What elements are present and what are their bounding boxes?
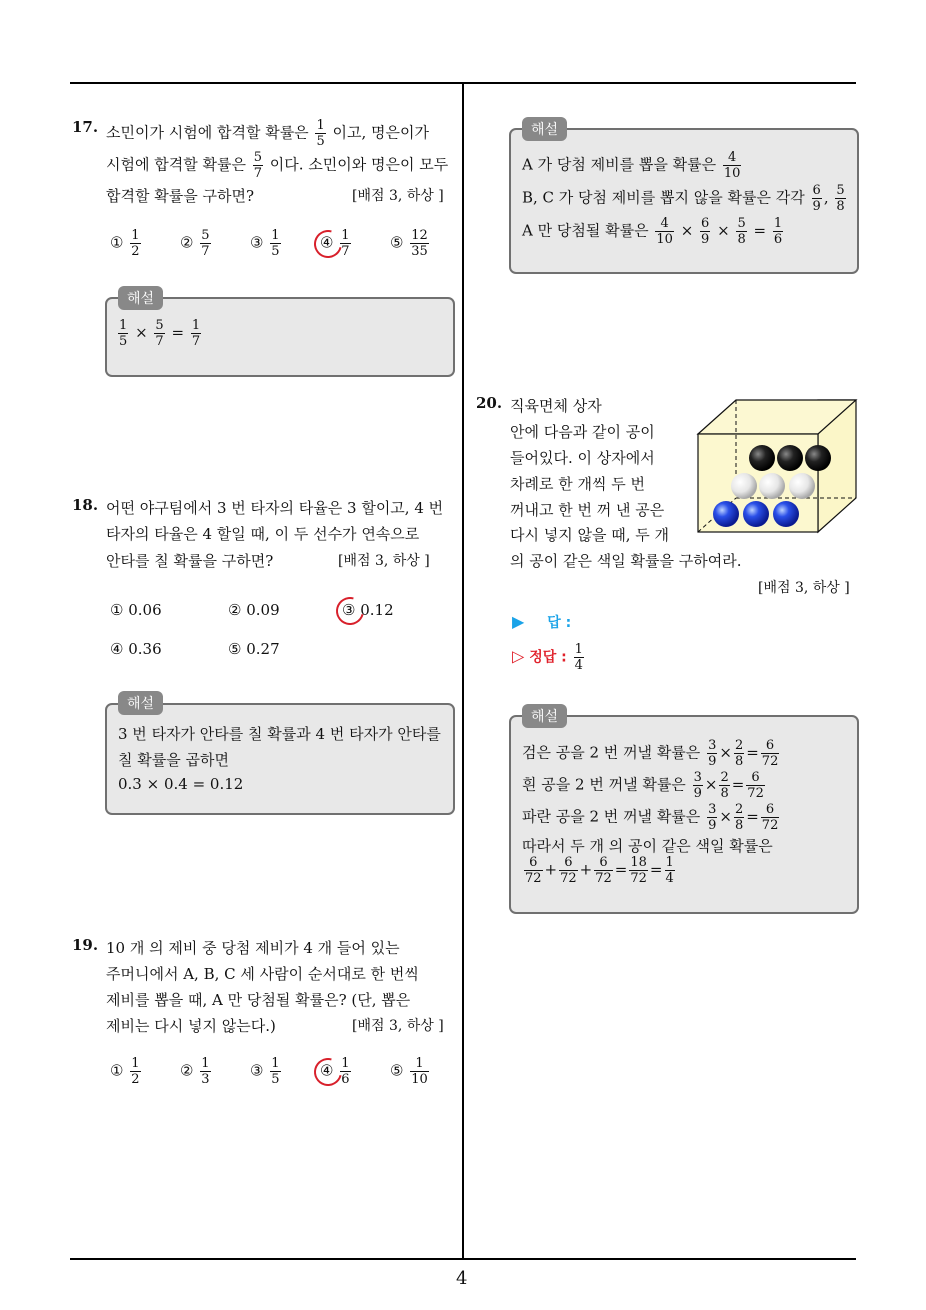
score-label: [배점 3, 하상 ]	[758, 580, 850, 596]
question-text: 다시 넣지 않을 때, 두 개	[510, 526, 670, 544]
white-ball	[731, 473, 757, 499]
question-text: 시험에 합격할 확률은 $\frac{5}{7}$ 이다. 소민이와 명은이 모두	[106, 150, 449, 181]
blue-ball	[773, 501, 799, 527]
question-text: 타자의 타율은 4 할일 때, 이 두 선수가 연속으로	[106, 525, 420, 543]
solution-tag: 해설	[118, 286, 163, 310]
solution-tag: 해설	[522, 704, 567, 728]
play-arrow-icon: ▶	[512, 612, 525, 631]
solution-text: $\frac{6}{72}$ + $\frac{6}{72}$ + $\frac{6}{72}$ = $\frac{18}{72}$ = $\frac{1}{4}$	[525, 855, 674, 886]
answer-field[interactable]: ▶ 답 :	[512, 612, 572, 631]
score-label: [배점 3, 하상 ]	[352, 1018, 444, 1034]
question-text: 주머니에서 A, B, C 세 사람이 순서대로 한 번씩	[106, 965, 419, 983]
question-text: 제비를 뽑을 때, A 만 당첨될 확률은? (단, 뽑은	[106, 991, 411, 1009]
question-text: 꺼내고 한 번 꺼 낸 공은	[510, 501, 665, 519]
question-text: 차례로 한 개씩 두 번	[510, 475, 645, 493]
solution-text: $\frac{1}{5}$ × $\frac{5}{7}$ = $\frac{1}{7}$	[119, 318, 201, 349]
blue-ball	[713, 501, 739, 527]
ball-box-figure	[696, 398, 860, 536]
choice-1[interactable]: ① 0.06	[110, 601, 162, 619]
question-text: 합격할 확률을 구하면?	[106, 187, 254, 205]
solution-text: 0.3 × 0.4 = 0.12	[118, 775, 244, 793]
choice-5[interactable]: ⑤ $\frac{12}{35}$	[390, 228, 428, 259]
choice-5[interactable]: ⑤ $\frac{1}{10}$	[390, 1056, 428, 1087]
solution-text: 따라서 두 개 의 공이 같은 색일 확률은	[522, 837, 773, 855]
column-divider	[462, 82, 464, 1259]
question-text: 안타를 칠 확률을 구하면?	[106, 552, 274, 570]
score-label: [배점 3, 하상 ]	[338, 553, 430, 569]
bottom-rule	[70, 1258, 856, 1260]
solution-text: A 가 당첨 제비를 뽑을 확률은 $\frac{4}{10}$	[522, 150, 741, 181]
question-number: 20.	[476, 394, 503, 412]
question-number: 19.	[72, 936, 99, 954]
question-number: 17.	[72, 118, 99, 136]
question-text: 소민이가 시험에 합격할 확률은 $\frac{1}{5}$ 이고, 명은이가	[106, 118, 430, 149]
solution-text: 검은 공을 2 번 꺼낼 확률은 $\frac{3}{9}$ × $\frac{2}{8}$ = $\frac{6}{72}$	[522, 738, 779, 769]
choice-1[interactable]: ① $\frac{1}{2}$	[110, 228, 140, 259]
solution-text: 칠 확률을 곱하면	[118, 751, 229, 769]
question-text: 어떤 야구팀에서 3 번 타자의 타율은 3 할이고, 4 번	[106, 499, 444, 517]
choice-2[interactable]: ② 0.09	[228, 601, 280, 619]
score-label: [배점 3, 하상 ]	[352, 188, 444, 204]
choice-3[interactable]: ③ $\frac{1}{5}$	[250, 228, 280, 259]
correct-answer: ▷ 정답 : $\frac{1}{4}$	[512, 642, 583, 673]
solution-tag: 해설	[522, 117, 567, 141]
fraction: $\frac{1}{5}$	[316, 118, 325, 149]
choice-4[interactable]: ④ $\frac{1}{7}$	[320, 228, 350, 259]
black-ball	[749, 445, 775, 471]
choice-4[interactable]: ④ $\frac{1}{6}$	[320, 1056, 350, 1087]
choice-3[interactable]: ③ 0.12	[342, 601, 394, 619]
choice-4[interactable]: ④ 0.36	[110, 640, 162, 658]
white-ball	[759, 473, 785, 499]
solution-text: 파란 공을 2 번 꺼낼 확률은 $\frac{3}{9}$ × $\frac{2}{8}$ = $\frac{6}{72}$	[522, 802, 779, 833]
question-text: 10 개 의 제비 중 당첨 제비가 4 개 들어 있는	[106, 939, 400, 957]
outline-arrow-icon: ▷	[512, 646, 525, 666]
question-text: 제비는 다시 넣지 않는다.)	[106, 1017, 276, 1035]
question-text: 안에 다음과 같이 공이	[510, 423, 655, 441]
answer-mark	[331, 592, 369, 630]
question-text: 의 공이 같은 색일 확률을 구하여라.	[510, 552, 742, 570]
choice-5[interactable]: ⑤ 0.27	[228, 640, 280, 658]
solution-tag: 해설	[118, 691, 163, 715]
question-text: 들어있다. 이 상자에서	[510, 449, 655, 467]
question-text: 직육면체 상자	[510, 397, 602, 415]
solution-text: 흰 공을 2 번 꺼낼 확률은 $\frac{3}{9}$ × $\frac{2}{8}$ = $\frac{6}{72}$	[522, 770, 764, 801]
white-ball	[789, 473, 815, 499]
blue-ball	[743, 501, 769, 527]
black-ball	[777, 445, 803, 471]
solution-text: B, C 가 당첨 제비를 뽑지 않을 확률은 각각 $\frac{6}{9}$ , $\frac{5}{8}$	[522, 183, 845, 214]
choice-2[interactable]: ② $\frac{1}{3}$	[180, 1056, 210, 1087]
choice-3[interactable]: ③ $\frac{1}{5}$	[250, 1056, 280, 1087]
solution-text: 3 번 타자가 안타를 칠 확률과 4 번 타자가 안타를	[118, 725, 441, 743]
question-number: 18.	[72, 496, 99, 514]
solution-text: A 만 당첨될 확률은 $\frac{4}{10}$ × $\frac{6}{9}$ × $\frac{5}{8}$ = $\frac{1}{6}$	[522, 216, 783, 247]
black-ball	[805, 445, 831, 471]
page-number: 4	[456, 1268, 468, 1289]
choice-1[interactable]: ① $\frac{1}{2}$	[110, 1056, 140, 1087]
choice-2[interactable]: ② $\frac{5}{7}$	[180, 228, 210, 259]
